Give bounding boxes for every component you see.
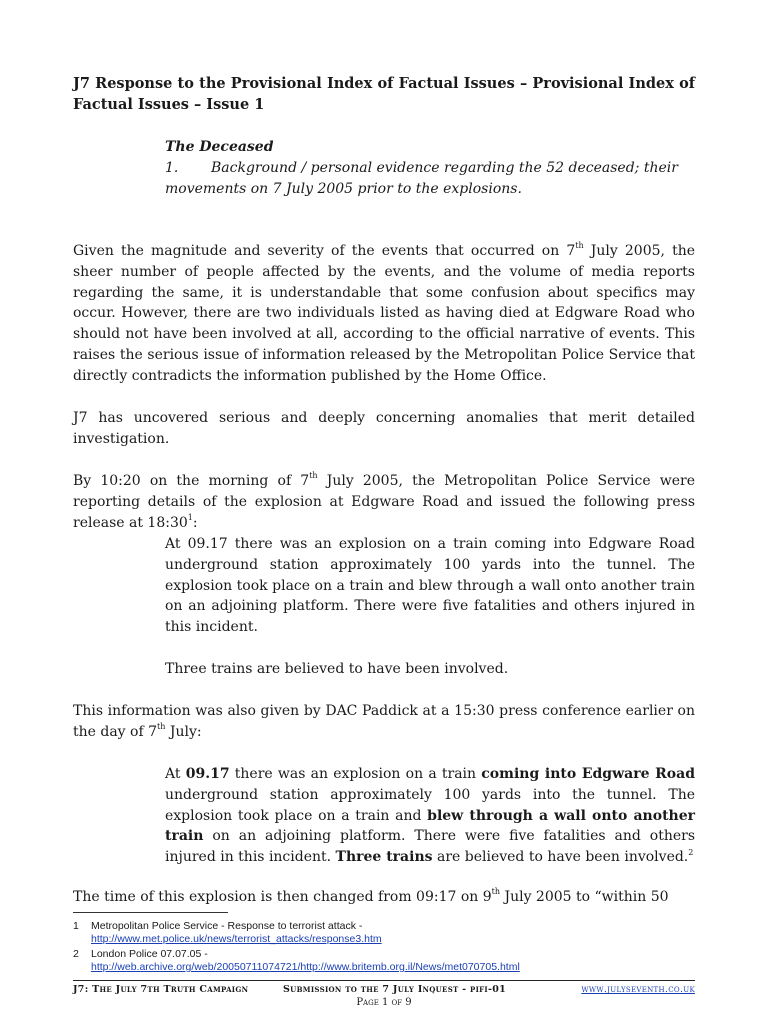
q2-text-5: underground station approximately 100 yards into the tunnel. The explosion took place on a train and [165, 786, 695, 824]
footnote-ref-2[interactable]: 2 [688, 847, 694, 857]
q2-bold-time: 09.17 [185, 766, 230, 782]
q2-text-3: there was an explosion on a train [229, 766, 482, 782]
footnote-1 [73, 920, 713, 946]
p3-text-c: : [192, 514, 198, 531]
footnote-number: 2 [73, 948, 79, 960]
p3-text-a: By 10:20 on the morning of 7 [73, 473, 310, 489]
p3-text-b: July 2005, the Metropolitan Police Service were reporting details of the explosion at Edgware Road and issued the following press release at 18:30 [73, 473, 695, 531]
p1-text-b: July 2005, the sheer number of people affected by the events, and the volume of media reports regarding the same, it is understandable that some confusion about specifics may occur. However, there are two individuals listed as having died at Edgware Road who should not have been involved at all, according to the official narrative of events. This raises the serious issue of information released by the Metropolitan Police Service that directly contradicts the information published by the Home Office. [73, 243, 695, 384]
paragraph-time-change [73, 887, 695, 908]
quote-press-conference [165, 764, 695, 868]
footnote-divider [73, 912, 228, 913]
footnote-ref-1[interactable]: 1 [187, 512, 193, 522]
footnote-2 [73, 948, 713, 974]
p1-ordinal: th [575, 241, 584, 251]
footnote-text: London Police 07.07.05 - [91, 948, 208, 960]
p5-ordinal: th [491, 887, 501, 897]
footer-campaign: J7: The July 7th Truth Campaign [73, 984, 249, 995]
footnote-text: Metropolitan Police Service - Response to terrorist attack - [91, 920, 363, 932]
q2-bold-trains: Three trains [335, 849, 433, 866]
p1-text-a: Given the magnitude and severity of the events that occurred on 7 [73, 243, 576, 259]
footnote-link[interactable]: http://web.archive.org/web/20050711074721/http://www.britemb.org.il/News/met070705.html [91, 961, 520, 973]
q2-bold-wall: blew through a wall onto another train [165, 807, 695, 845]
issue-number: 1. [165, 160, 179, 176]
p4-text-a: This information was also given by DAC Paddick at a 15:30 press conference earlier on the day of 7 [73, 703, 695, 740]
q2-text-1: At [165, 766, 186, 782]
p4-ordinal: th [157, 722, 166, 732]
paragraph-anomalies: J7 has uncovered serious and deeply concerning anomalies that merit detailed investigation. [73, 410, 695, 447]
footnote-link[interactable]: http://www.met.police.uk/news/terrorist_attacks/response3.htm [91, 933, 382, 945]
issue-subheading [165, 137, 695, 200]
footer-submission: Submission to the 7 July Inquest - pifi-01 [283, 984, 507, 995]
p4-text-b: July: [165, 723, 202, 740]
p3-ordinal: th [309, 471, 318, 481]
q2-text-7: on an adjoining platform. There were five fatalities and others injured in this incident. [165, 828, 695, 866]
page-number: Page 1 of 9 [356, 997, 412, 1008]
section-heading: The Deceased [165, 139, 274, 155]
footer-website-link[interactable]: www.julyseventh.co.uk [581, 984, 695, 995]
p5-text-a: The time of this explosion is then changed from 09:17 on 9 [73, 889, 492, 905]
quote-press-release: At 09.17 there was an explosion on a train coming into Edgware Road underground station approximately 100 yards into the tunnel. The explosion took place on a train and blew through a wall onto another train on an adjoining platform. There were five fatalities and others injured in this incident. [165, 536, 695, 636]
paragraph-press-release [73, 471, 695, 533]
paragraph-paddick [73, 701, 695, 743]
document-title: J7 Response to the Provisional Index of Factual Issues – Provisional Index of Factual Issues – Issue 1 [73, 75, 695, 113]
quote-three-trains: Three trains are believed to have been involved. [165, 661, 509, 677]
footer-divider [73, 980, 695, 981]
q2-bold-location: coming into Edgware Road [481, 766, 695, 782]
issue-item [165, 158, 695, 200]
p5-text-b: July 2005 to “within 50 [500, 889, 669, 905]
footnote-number: 1 [73, 920, 79, 932]
issue-text: Background / personal evidence regarding the 52 deceased; their movements on 7 July 2005 prior to the explosions. [165, 160, 678, 197]
paragraph-intro [73, 241, 695, 387]
q2-text-9: are believed to have been involved. [432, 849, 689, 866]
